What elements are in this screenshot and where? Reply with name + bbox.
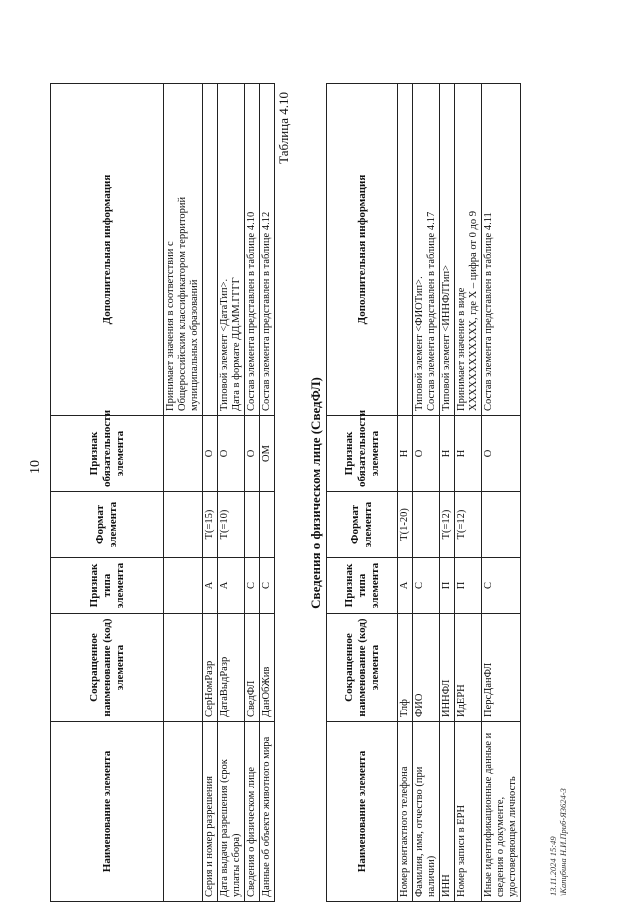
element-format-cell: T(=10) [218,492,245,558]
element-format-cell [164,492,203,558]
element-code-cell [164,614,203,722]
element-required-cell: Н [398,416,413,492]
element-name-cell: Иные идентификационные данные и сведения о документе, удостоверяющем личность [482,722,521,902]
element-name-cell: Фамилия, имя, отчество (при наличии) [413,722,440,902]
element-info-cell [482,84,521,416]
table-row [398,84,413,902]
element-required-cell: О [482,416,521,492]
element-code-cell: ДатаВыдРазр [218,614,245,722]
element-code-cell: ИдЕРН [455,614,482,722]
element-required-cell: О [218,416,245,492]
element-code-cell: ПерсДанФЛ [482,614,521,722]
element-name-cell: Дата выдачи разрешения (срок уплаты сбора) [218,722,245,902]
info-line: Типовой элемент <ИННФЛТип> [441,265,452,411]
element-code-cell: Тлф [398,614,413,722]
table-header-row [327,84,398,902]
element-format-cell [413,492,440,558]
element-code-cell: СведФЛ [245,614,260,722]
col-header: Наименование элемента [327,722,398,902]
element-type-cell [164,558,203,614]
element-info-cell [398,84,413,416]
info-line: Принимает значение в виде [456,287,467,411]
info-line: XXXXXXXXXXXX, где X – цифра от 0 до 9 [468,211,479,411]
table-row [164,84,203,902]
col-header: Дополнительная информация [327,84,398,416]
element-type-cell: С [245,558,260,614]
element-format-cell [260,492,275,558]
element-info-cell [440,84,455,416]
col-header: Признак обязательности элемента [327,416,398,492]
element-required-cell: О [413,416,440,492]
table-row [440,84,455,902]
element-info-cell [413,84,440,416]
element-info-cell [260,84,275,416]
page-number: 10 [28,460,43,474]
col-header: Признак обязательности элемента [51,416,164,492]
element-name-cell: Данные об объекте животного мира [260,722,275,902]
element-type-cell: П [440,558,455,614]
element-format-cell [245,492,260,558]
table-row [218,84,245,902]
element-name-cell [164,722,203,902]
individual-info-table [326,83,521,902]
table-header-row [51,84,164,902]
table-row [260,84,275,902]
element-info-cell [218,84,245,416]
print-stamp [548,788,568,896]
element-type-cell: А [218,558,245,614]
element-code-cell: ИННФЛ [440,614,455,722]
element-name-cell: Номер контактного телефона [398,722,413,902]
col-header: Формат элемента [327,492,398,558]
table-row [455,84,482,902]
stamp-date: 13.11.2024 15:49 [548,836,558,896]
info-line: Состав элемента представлен в таблице 4.17 [426,211,437,411]
col-header: Сокращенное наименование (код) элемента [327,614,398,722]
elements-table-continued [50,83,275,902]
element-format-cell: T(=12) [440,492,455,558]
element-format-cell: T(1-20) [398,492,413,558]
info-line: Принимает значения в соответствии с [165,241,176,411]
table-row [203,84,218,902]
col-header: Формат элемента [51,492,164,558]
element-name-cell: Серия и номер разрешения [203,722,218,902]
element-type-cell: С [260,558,275,614]
element-required-cell: Н [440,416,455,492]
element-required-cell: О [245,416,260,492]
element-type-cell: С [482,558,521,614]
element-required-cell [164,416,203,492]
element-required-cell: Н [455,416,482,492]
element-type-cell: П [455,558,482,614]
table-title: Сведения о физическом лице (СведФЛ) [308,377,323,609]
info-line: Состав элемента представлен в таблице 4.11 [483,212,494,411]
rotated-page [0,42,630,902]
element-type-cell: А [398,558,413,614]
element-type-cell: С [413,558,440,614]
info-line: Состав элемента представлен в таблице 4.12 [261,211,272,411]
info-line: Дата в формате ДД.ММ.ГГГГ [231,277,242,411]
element-type-cell: А [203,558,218,614]
element-format-cell [482,492,521,558]
element-name-cell: Сведения о физическом лице [245,722,260,902]
table-row [413,84,440,902]
info-line: Типовой элемент <ДатаТип>. [219,278,230,411]
info-line: муниципальных образований [189,279,200,411]
info-line: Состав элемента представлен в таблице 4.10 [246,211,257,411]
element-name-cell: Номер записи в ЕРН [455,722,482,902]
element-info-cell [164,84,203,416]
col-header: Признак типа элемента [51,558,164,614]
element-name-cell: ИНН [440,722,455,902]
stamp-author: \Капцбина Н.И.Приб-Я3624-3 [558,788,568,896]
element-required-cell: ОМ [260,416,275,492]
element-format-cell: T(=15) [203,492,218,558]
element-code-cell: ДанОбЖив [260,614,275,722]
info-line: Общероссийским классификатором территорий [177,196,188,411]
element-info-cell [245,84,260,416]
info-line: Типовой элемент <ФИОТип>. [414,276,425,411]
element-code-cell: СерНомРазр [203,614,218,722]
col-header: Дополнительная информация [51,84,164,416]
col-header: Наименование элемента [51,722,164,902]
table-row [245,84,260,902]
col-header: Признак типа элемента [327,558,398,614]
element-code-cell: ФИО [413,614,440,722]
element-info-cell [455,84,482,416]
col-header: Сокращенное наименование (код) элемента [51,614,164,722]
table-caption: Таблица 4.10 [276,92,291,164]
element-info-cell [203,84,218,416]
table-row [482,84,521,902]
element-format-cell: T(=12) [455,492,482,558]
element-required-cell: О [203,416,218,492]
